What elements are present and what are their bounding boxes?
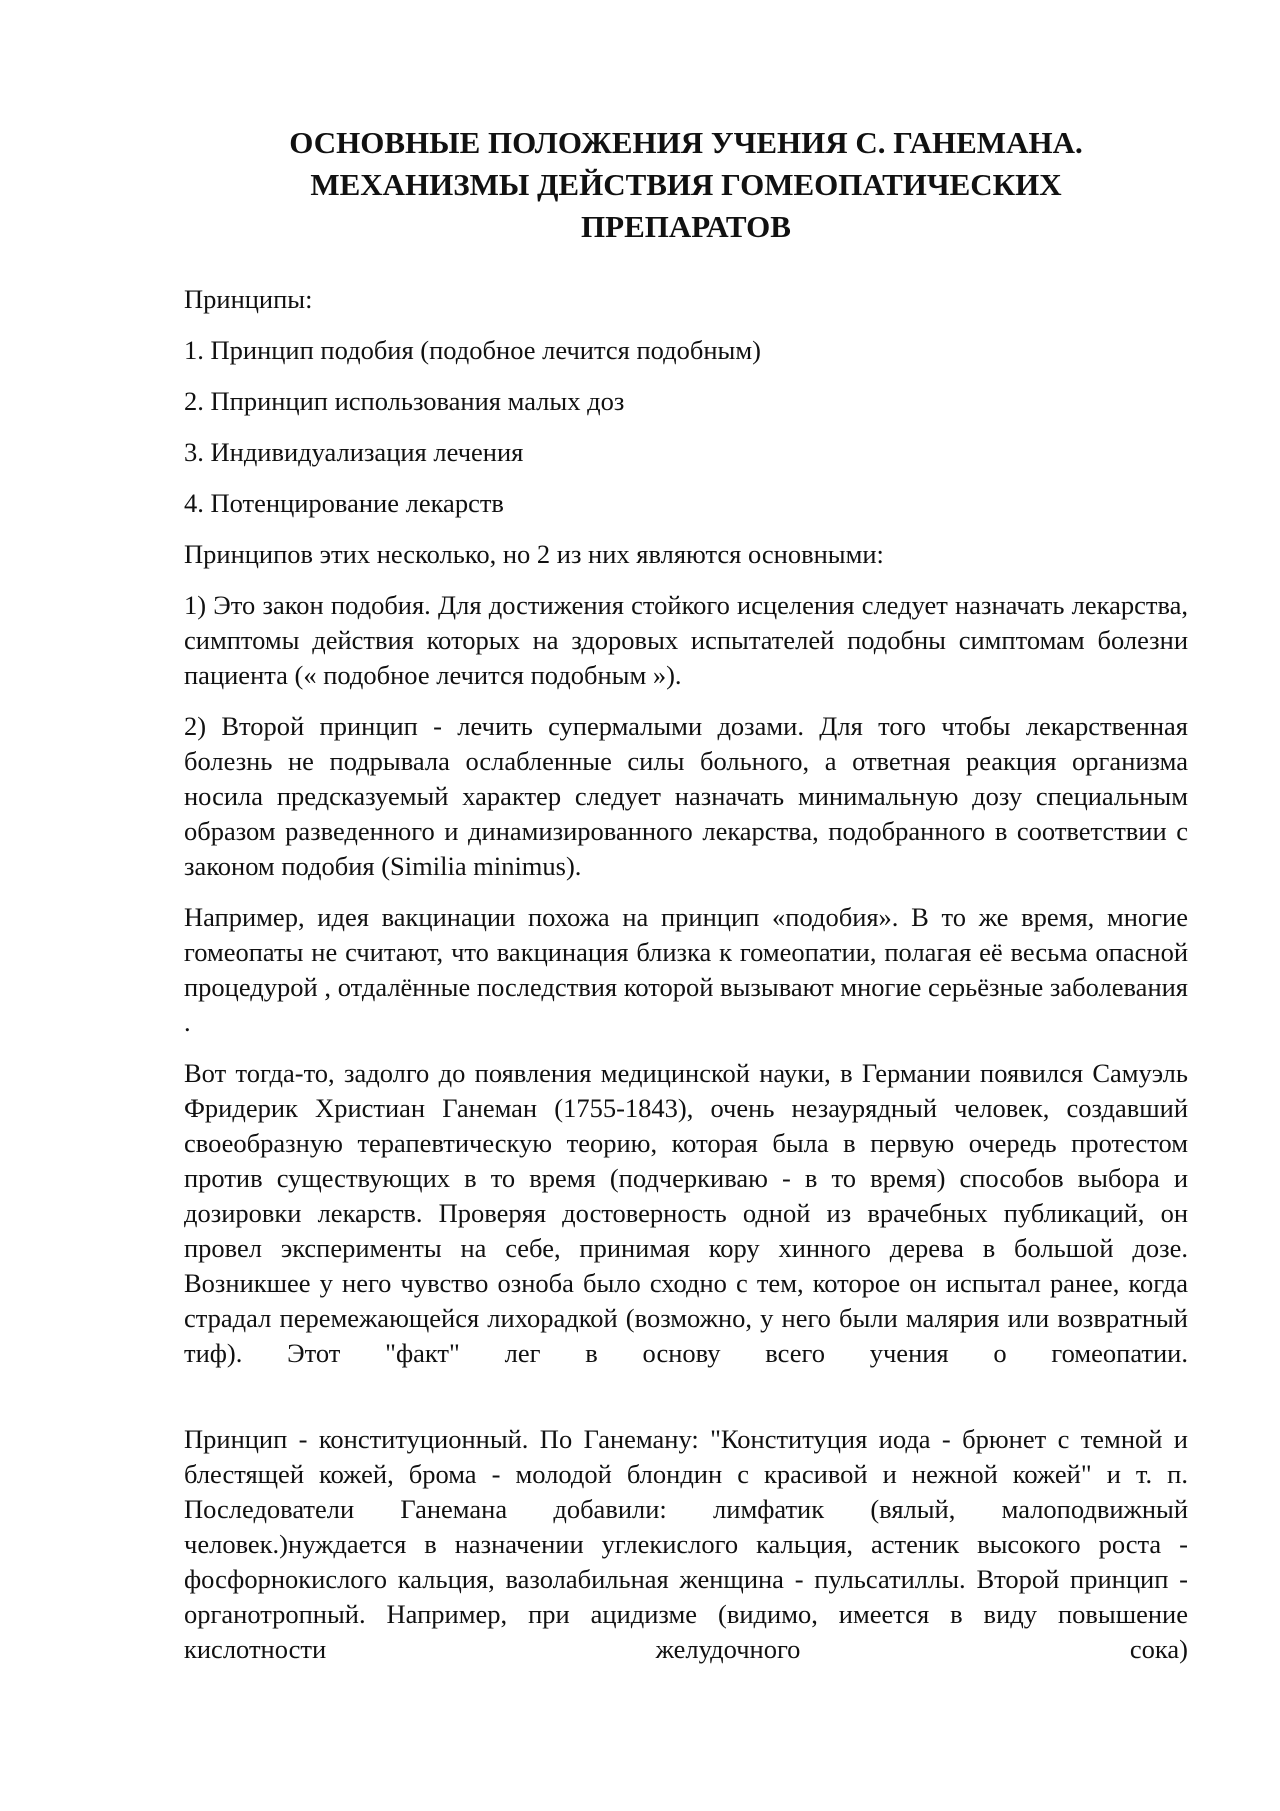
title-line-1: ОСНОВНЫЕ ПОЛОЖЕНИЯ УЧЕНИЯ С. ГАНЕМАНА. [289,125,1083,160]
title-line-3: ПРЕПАРАТОВ [581,209,791,244]
title-line-2: МЕХАНИЗМЫ ДЕЙСТВИЯ ГОМЕОПАТИЧЕСКИХ [310,167,1062,202]
document-body [184,282,1188,1683]
paragraph-minimal-doses: 2) Второй принцип - лечить супермалыми дозами. Для того чтобы лекарственная болезнь не подрывала ослабленные силы больного, а ответная реакция организма носила предсказуемый характер следует назначать минимальную дозу специальным образом разведенного и динамизированного лекарства, подобранного в соответствии с законом подобия (Similia minimus). [184,711,1188,881]
principles-heading: Принципы: [184,284,313,314]
principle-item-3: 3. Индивидуализация лечения [184,437,524,467]
paragraph-hahnemann-history: Вот тогда-то, задолго до появления медицинской науки, в Германии появился Самуэль Фридерик Христиан Ганеман (1755-1843), очень незаурядный человек, создавший своеобразную терапевтическую теорию, которая была в первую очередь протестом против существующих в то время (подчеркиваю - в то время) способов выбора и дозировки лекарств. Проверяя достоверность одной из врачебных публикаций, он провел эксперименты на себе, принимая кору хинного дерева в большой дозе. Возникшее у него чувство озноба было сходно с тем, которое он испытал ранее, когда страдал перемежающейся лихорадкой (возможно, у него были малярия или возвратный тиф). Этот "факт" лег в основу всего учения о гомеопатии. [184,1058,1188,1368]
document-title [184,122,1188,248]
paragraph-similarity-law: 1) Это закон подобия. Для достижения стойкого исцеления следует назначать лекарства, симптомы действия которых на здоровых испытателей подобны симптомам болезни пациента (« подобное лечится подобным »). [184,590,1188,690]
principle-item-1: 1. Принцип подобия (подобное лечится подобным) [184,335,761,365]
principle-item-4: 4. Потенцирование лекарств [184,488,504,518]
paragraph-vaccination: Например, идея вакцинации похожа на принцип «подобия». В то же время, многие гомеопаты не считают, что вакцинация близка к гомеопатии, полагая её весьма опасной процедурой , отдалённые последствия которой вызывают многие серьёзные заболевания . [184,902,1188,1037]
paragraph-intro: Принципов этих несколько, но 2 из них являются основными: [184,539,884,569]
principle-item-2: 2. Ппринцип использования малых доз [184,386,625,416]
paragraph-constitutional-principle: Принцип - конституционный. По Ганеману: "Конституция иода - брюнет с темной и блестящей кожей, брома - молодой блондин с красивой и нежной кожей" и т. п. Последователи Ганемана добавили: лимфатик (вялый, малоподвижный человек.)нуждается в назначении углекислого кальция, астеник высокого роста - фосфорнокислого кальция, вазолабильная женщина - пульсатиллы. Второй принцип - органотропный. Например, при ацидизме (видимо, имеется в виду повышение кислотности желудочного сока) [184,1424,1188,1664]
